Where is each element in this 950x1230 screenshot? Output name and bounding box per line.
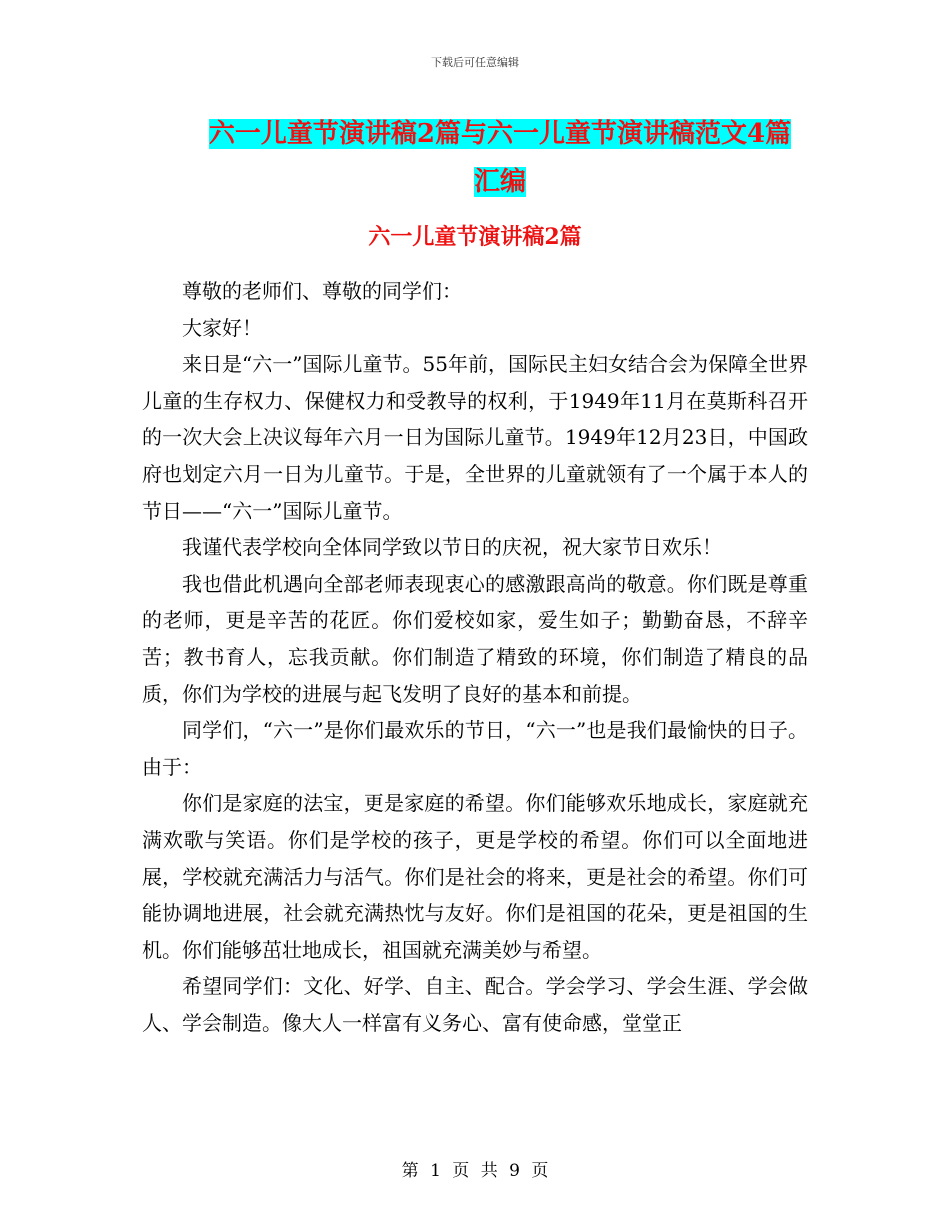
body-text [142, 273, 808, 1041]
paragraph: 我也借此机遇向全部老师表现衷心的感激跟高尚的敬意。你们既是尊重的老师，更是辛苦的花匠。你们爱校如家，爱生如子；勤勤奋恳，不辞辛苦；教书育人，忘我贡献。你们制造了精致的环境，你们制造了精良的品质，你们为学校的进展与起飞发明了良好的基本和前提。 [142, 571, 808, 706]
paragraph: 尊敬的老师们、尊敬的同学们： [182, 279, 462, 303]
page-number-footer: 第 1 页 共 9 页 [401, 1161, 549, 1181]
document-title-line-2: 汇编 [473, 167, 526, 197]
paragraph: 同学们，“六一”是你们最欢乐的节日，“六一”也是我们最愉快的日子。由于： [142, 718, 808, 779]
section-title: 六一儿童节演讲稿2篇 [368, 224, 582, 250]
paragraph: 希望同学们：文化、好学、自主、配合。学会学习、学会生涯、学会做人、学会制造。像大人一样富有义务心、富有使命感，堂堂正 [142, 974, 808, 1035]
paragraph: 你们是家庭的法宝，更是家庭的希望。你们能够欢乐地成长，家庭就充满欢歌与笑语。你们是学校的孩子，更是学校的希望。你们可以全面地进展，学校就充满活力与活气。你们是社会的将来，更是社会的希望。你们可能协调地进展，社会就充满热忱与友好。你们是祖国的花朵，更是祖国的生机。你们能够茁壮地成长，祖国就充满美妙与希望。 [142, 791, 808, 962]
document-title-line-1: 六一儿童节演讲稿2篇与六一儿童节演讲稿范文4篇 [208, 119, 792, 149]
paragraph: 我谨代表学校向全体同学致以节日的庆祝，祝大家节日欢乐！ [182, 535, 722, 560]
paragraph: 来日是“六一”国际儿童节。55年前，国际民主妇女结合会为保障全世界儿童的生存权力、保健权力和受教导的权利，于1949年11月在莫斯科召开的一次大会上决议每年六月一日为国际儿童节。1949年12月23日，中国政府也划定六月一日为儿童节。于是，全世界的儿童就领有了一个属于本人的节日——“六一”国际儿童节。 [142, 352, 808, 523]
paragraph: 大家好！ [182, 315, 262, 340]
document-title [180, 110, 820, 206]
header-note: 下载后可任意编辑 [431, 56, 519, 69]
